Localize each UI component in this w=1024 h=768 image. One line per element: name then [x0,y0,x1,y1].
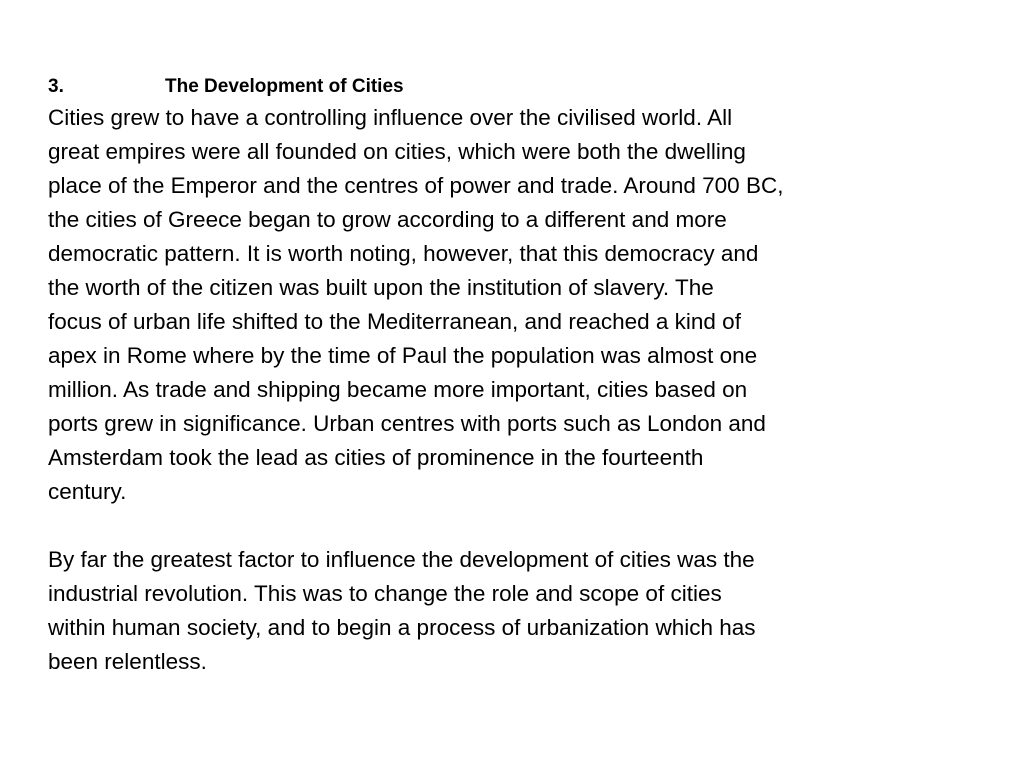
paragraph-gap [48,509,978,543]
text-line: Cities grew to have a controlling influence over the civilised world. All [48,105,733,130]
text-line: been relentless. [48,649,207,674]
text-line: focus of urban life shifted to the Mediterranean, and reached a kind of [48,309,741,334]
text-line: century. [48,479,127,504]
text-line: great empires were all founded on cities, which were both the dwelling [48,139,746,164]
text-line: democratic pattern. It is worth noting, however, that this democracy and [48,241,759,266]
text-line: By far the greatest factor to influence the development of cities was the [48,547,755,572]
paragraph-1 [48,101,978,509]
section-title: The Development of Cities [165,76,404,97]
section-number: 3. [48,76,64,97]
text-line: apex in Rome where by the time of Paul the population was almost one [48,343,758,368]
section-heading [48,74,404,100]
text-line: industrial revolution. This was to change the role and scope of cities [48,581,722,606]
paragraph-2 [48,543,978,679]
text-line: Amsterdam took the lead as cities of prominence in the fourteenth [48,445,704,470]
text-line: the worth of the citizen was built upon the institution of slavery. The [48,275,714,300]
text-line: within human society, and to begin a process of urbanization which has [48,615,756,640]
text-line: the cities of Greece began to grow according to a different and more [48,207,727,232]
body-text [48,101,978,679]
text-line: million. As trade and shipping became more important, cities based on [48,377,748,402]
text-line: ports grew in significance. Urban centres with ports such as London and [48,411,766,436]
text-line: place of the Emperor and the centres of power and trade. Around 700 BC, [48,173,784,198]
